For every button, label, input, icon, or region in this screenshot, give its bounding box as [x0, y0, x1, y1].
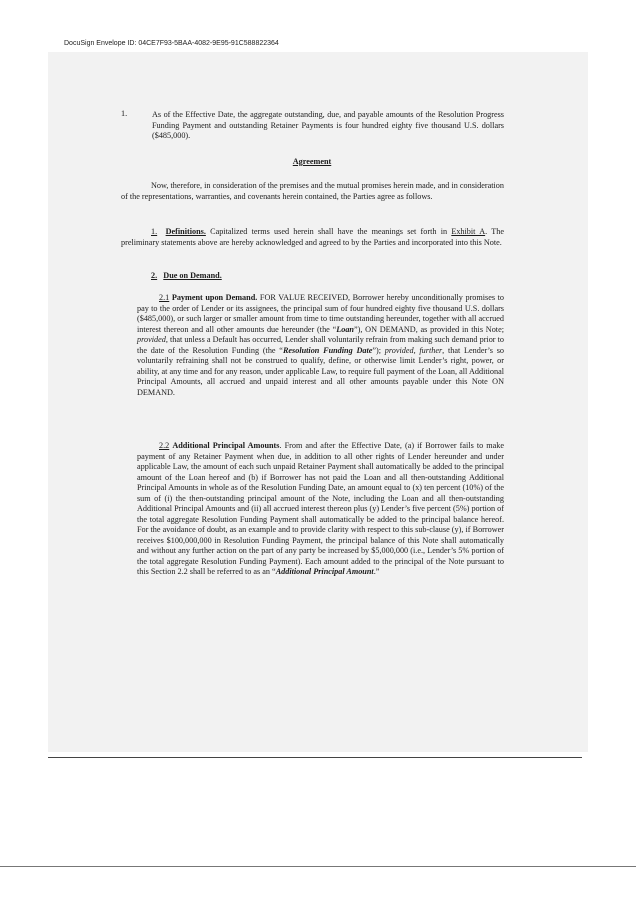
agreement-intro: Now, therefore, in consideration of the premises and the mutual promises herein made, and in consideration of the representations, warranties, and covenants herein contained, the Parties agree as follows. — [121, 181, 504, 201]
page-footer-rule — [48, 757, 582, 758]
section-2-heading: 2. Due on Demand. — [151, 271, 222, 280]
section-2-1-heading: Payment upon Demand. — [171, 293, 258, 302]
section-1-heading: Definitions. — [165, 227, 206, 236]
recital-number: 1. — [121, 109, 128, 118]
section-2-2-number: 2.2 — [159, 441, 170, 450]
envelope-id: DocuSign Envelope ID: 04CE7F93-5BAA-4082-9E95-91C588822364 — [64, 40, 279, 47]
agreement-heading: Agreement — [292, 157, 332, 166]
section-1-definitions: 1. Definitions. Capitalized terms used herein shall have the meanings set forth in Exhibit A. The preliminary statements above are hereby acknowledged and agreed to by the Parties and incorporated into this Note. — [121, 227, 504, 247]
section-2-2-heading: Additional Principal Amounts — [172, 441, 280, 450]
section-2-2-additional-principal: 2.2 Additional Principal Amounts. From and after the Effective Date, (a) if Borrower fails to make payment of any Retainer Payment when due, in addition to all other rights of Lender hereunder and under applicable Law, the amount of each such unpaid Retainer Payment shall automatically be added to the principal amount of the Loan hereof and (b) if Borrower has not paid the Loan and all then-outstanding Additional Principal Amounts in whole as of the Resolution Funding Date, an amount equal to (x) ten percent (10%) of the sum of (i) the then-outstanding principal amount of the Note, including the Loan and all then-outstanding Additional Principal Amounts and (ii) all accrued interest thereon plus (y) Lender’s five percent (5%) portion of the total aggregate Resolution Funding Payment shall automatically be added to the principal balance hereof. For the avoidance of doubt, as an example and to provide clarity with respect to this sub-clause (y), if Borrower receives $100,000,000 in Resolution Funding Payment, the principal balance of this Note shall automatically and without any further action on the part of any party be increased by $5,000,000 (i.e., Lender’s 5% portion of the total aggregate Resolution Funding Payment). Each amount added to the principal of the Note pursuant to this Section 2.2 shall be referred to as an “Additional Principal Amount.” — [137, 441, 505, 576]
section-2-1-number: 2.1 — [159, 293, 170, 302]
exhibit-a-reference: Exhibit A — [451, 227, 486, 236]
section-2-1-payment-upon-demand: 2.1 Payment upon Demand. FOR VALUE RECEIVED, Borrower hereby unconditionally promises to pay to the order of Lender or its assignees, the principal sum of four hundred eighty five thousand U.S. dollars ($485,000), or such larger or smaller amount from time to time outstanding hereunder, together with all accrued interest thereon and all other amounts due hereunder (the “Loan”), ON DEMAND, as provided in this Note; provided, that unless a Default has occurred, Lender shall voluntarily refrain from making such demand prior to the date of the Resolution Funding (the “Resolution Funding Date”); provided, further, that Lender’s so voluntarily refraining shall not be construed to qualify, define, or otherwise limit Lender’s right, power, or ability, at any time and for any reason, under applicable Law, to require full payment of the Loan, all Additional Principal Amounts, all accrued and unpaid interest and all other amounts payable under this Note ON DEMAND. — [137, 293, 505, 397]
recital-text: As of the Effective Date, the aggregate outstanding, due, and payable amounts of the Resolution Progress Funding Payment and outstanding Retainer Payments is four hundred eighty five thousand U.S. dollars ($485,000). — [152, 110, 504, 140]
section-1-number: 1. — [151, 227, 158, 236]
scan-bottom-edge — [0, 866, 636, 867]
